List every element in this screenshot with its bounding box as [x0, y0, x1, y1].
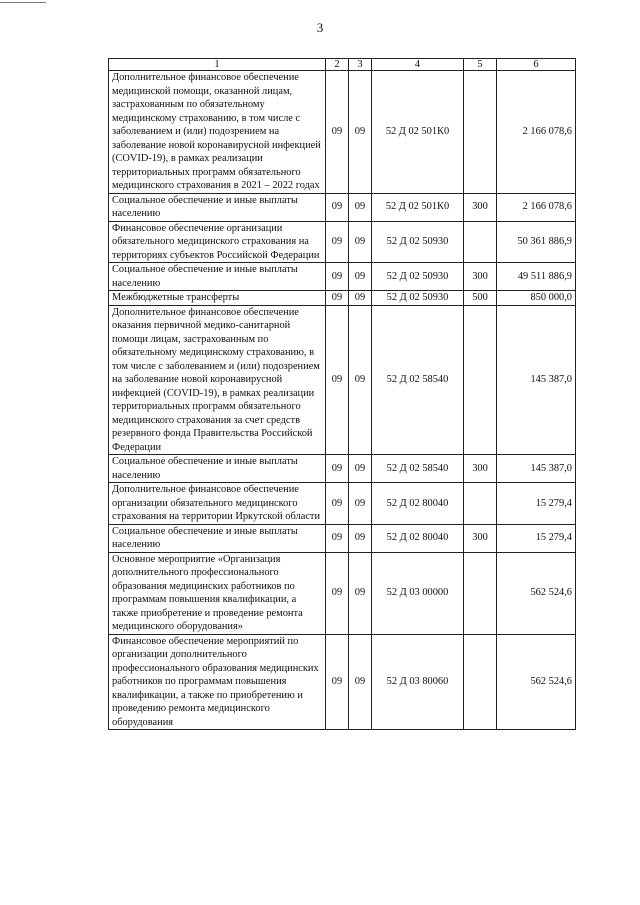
row-amount: 562 524,6 [497, 552, 576, 634]
table-row [109, 634, 576, 730]
row-target-code: 52 Д 02 50930 [372, 263, 464, 291]
row-target-code: 52 Д 02 501К0 [372, 71, 464, 194]
budget-table [108, 58, 576, 730]
row-expense-type: 300 [464, 193, 497, 221]
header-cell-5: 5 [464, 59, 497, 71]
row-amount: 2 166 078,6 [497, 71, 576, 194]
row-section: 09 [326, 263, 349, 291]
row-expense-type: 300 [464, 263, 497, 291]
row-subsection: 09 [349, 552, 372, 634]
header-cell-1: 1 [109, 59, 326, 71]
row-subsection: 09 [349, 524, 372, 552]
table-row [109, 455, 576, 483]
row-subsection: 09 [349, 291, 372, 306]
row-subsection: 09 [349, 193, 372, 221]
header-cell-4: 4 [372, 59, 464, 71]
row-subsection: 09 [349, 483, 372, 525]
row-target-code: 52 Д 02 50930 [372, 291, 464, 306]
row-name: Финансовое обеспечение мероприятий по организации дополнительного профессионального образования медицинских работников по программам повышения квалификации, а также по приобретению и проведению ремонта медицинского оборудования [109, 634, 326, 730]
row-section: 09 [326, 71, 349, 194]
row-amount: 15 279,4 [497, 483, 576, 525]
row-amount: 15 279,4 [497, 524, 576, 552]
row-name: Межбюджетные трансферты [109, 291, 326, 306]
row-section: 09 [326, 455, 349, 483]
row-target-code: 52 Д 02 58540 [372, 455, 464, 483]
row-section: 09 [326, 483, 349, 525]
row-name: Дополнительное финансовое обеспечение организации обязательного медицинского страхования на территории Иркутской области [109, 483, 326, 525]
row-amount: 850 000,0 [497, 291, 576, 306]
table-row [109, 524, 576, 552]
row-amount: 145 387,0 [497, 455, 576, 483]
row-name: Социальное обеспечение и иные выплаты населению [109, 524, 326, 552]
table-row [109, 263, 576, 291]
row-amount: 50 361 886,9 [497, 221, 576, 263]
row-subsection: 09 [349, 263, 372, 291]
row-target-code: 52 Д 02 80040 [372, 483, 464, 525]
table-row [109, 552, 576, 634]
row-section: 09 [326, 634, 349, 730]
row-subsection: 09 [349, 71, 372, 194]
row-subsection: 09 [349, 221, 372, 263]
corner-rule [0, 2, 46, 3]
row-section: 09 [326, 305, 349, 455]
row-name: Дополнительное финансовое обеспечение оказания первичной медико-санитарной помощи лицам, застрахованным по обязательному медицинскому страхованию, в том числе с заболеванием и (или) подозрением на заболевание новой коронавирусной инфекцией (COVID-19), в рамках реализации территориальных программ обязательного медицинского страхования за счет средств резервного фонда Правительства Российской Федерации [109, 305, 326, 455]
header-cell-2: 2 [326, 59, 349, 71]
row-target-code: 52 Д 03 80060 [372, 634, 464, 730]
row-name: Социальное обеспечение и иные выплаты населению [109, 455, 326, 483]
row-expense-type [464, 634, 497, 730]
row-target-code: 52 Д 02 80040 [372, 524, 464, 552]
row-name: Дополнительное финансовое обеспечение медицинской помощи, оказанной лицам, застрахованным по обязательному медицинскому страхованию, в том числе с заболеванием и (или) подозрением на заболевание новой коронавирусной инфекцией (COVID-19), в рамках реализации территориальных программ обязательного медицинского страхования в 2021 – 2022 годах [109, 71, 326, 194]
table-row [109, 193, 576, 221]
row-expense-type [464, 305, 497, 455]
header-row [109, 59, 576, 71]
row-name: Финансовое обеспечение организации обязательного медицинского страхования на территориях субъектов Российской Федерации [109, 221, 326, 263]
row-section: 09 [326, 221, 349, 263]
row-subsection: 09 [349, 305, 372, 455]
table-row [109, 291, 576, 306]
table-row [109, 483, 576, 525]
row-amount: 49 511 886,9 [497, 263, 576, 291]
header-cell-3: 3 [349, 59, 372, 71]
table-row [109, 71, 576, 194]
table-row [109, 221, 576, 263]
row-subsection: 09 [349, 455, 372, 483]
row-expense-type: 300 [464, 455, 497, 483]
row-expense-type [464, 71, 497, 194]
row-section: 09 [326, 193, 349, 221]
row-expense-type: 500 [464, 291, 497, 306]
row-target-code: 52 Д 02 501К0 [372, 193, 464, 221]
table-row [109, 305, 576, 455]
row-expense-type [464, 552, 497, 634]
row-expense-type [464, 483, 497, 525]
row-target-code: 52 Д 03 00000 [372, 552, 464, 634]
row-expense-type: 300 [464, 524, 497, 552]
row-section: 09 [326, 291, 349, 306]
header-cell-6: 6 [497, 59, 576, 71]
row-name: Социальное обеспечение и иные выплаты населению [109, 263, 326, 291]
row-amount: 562 524,6 [497, 634, 576, 730]
row-section: 09 [326, 524, 349, 552]
row-expense-type [464, 221, 497, 263]
page-number: 3 [316, 20, 324, 35]
row-name: Основное мероприятие «Организация дополнительного профессионального образования медицинских работников по программам повышения квалификации, а также приобретение и проведение ремонта медицинского оборудования» [109, 552, 326, 634]
row-amount: 2 166 078,6 [497, 193, 576, 221]
row-target-code: 52 Д 02 50930 [372, 221, 464, 263]
row-target-code: 52 Д 02 58540 [372, 305, 464, 455]
row-name: Социальное обеспечение и иные выплаты населению [109, 193, 326, 221]
row-subsection: 09 [349, 634, 372, 730]
row-section: 09 [326, 552, 349, 634]
row-amount: 145 387,0 [497, 305, 576, 455]
